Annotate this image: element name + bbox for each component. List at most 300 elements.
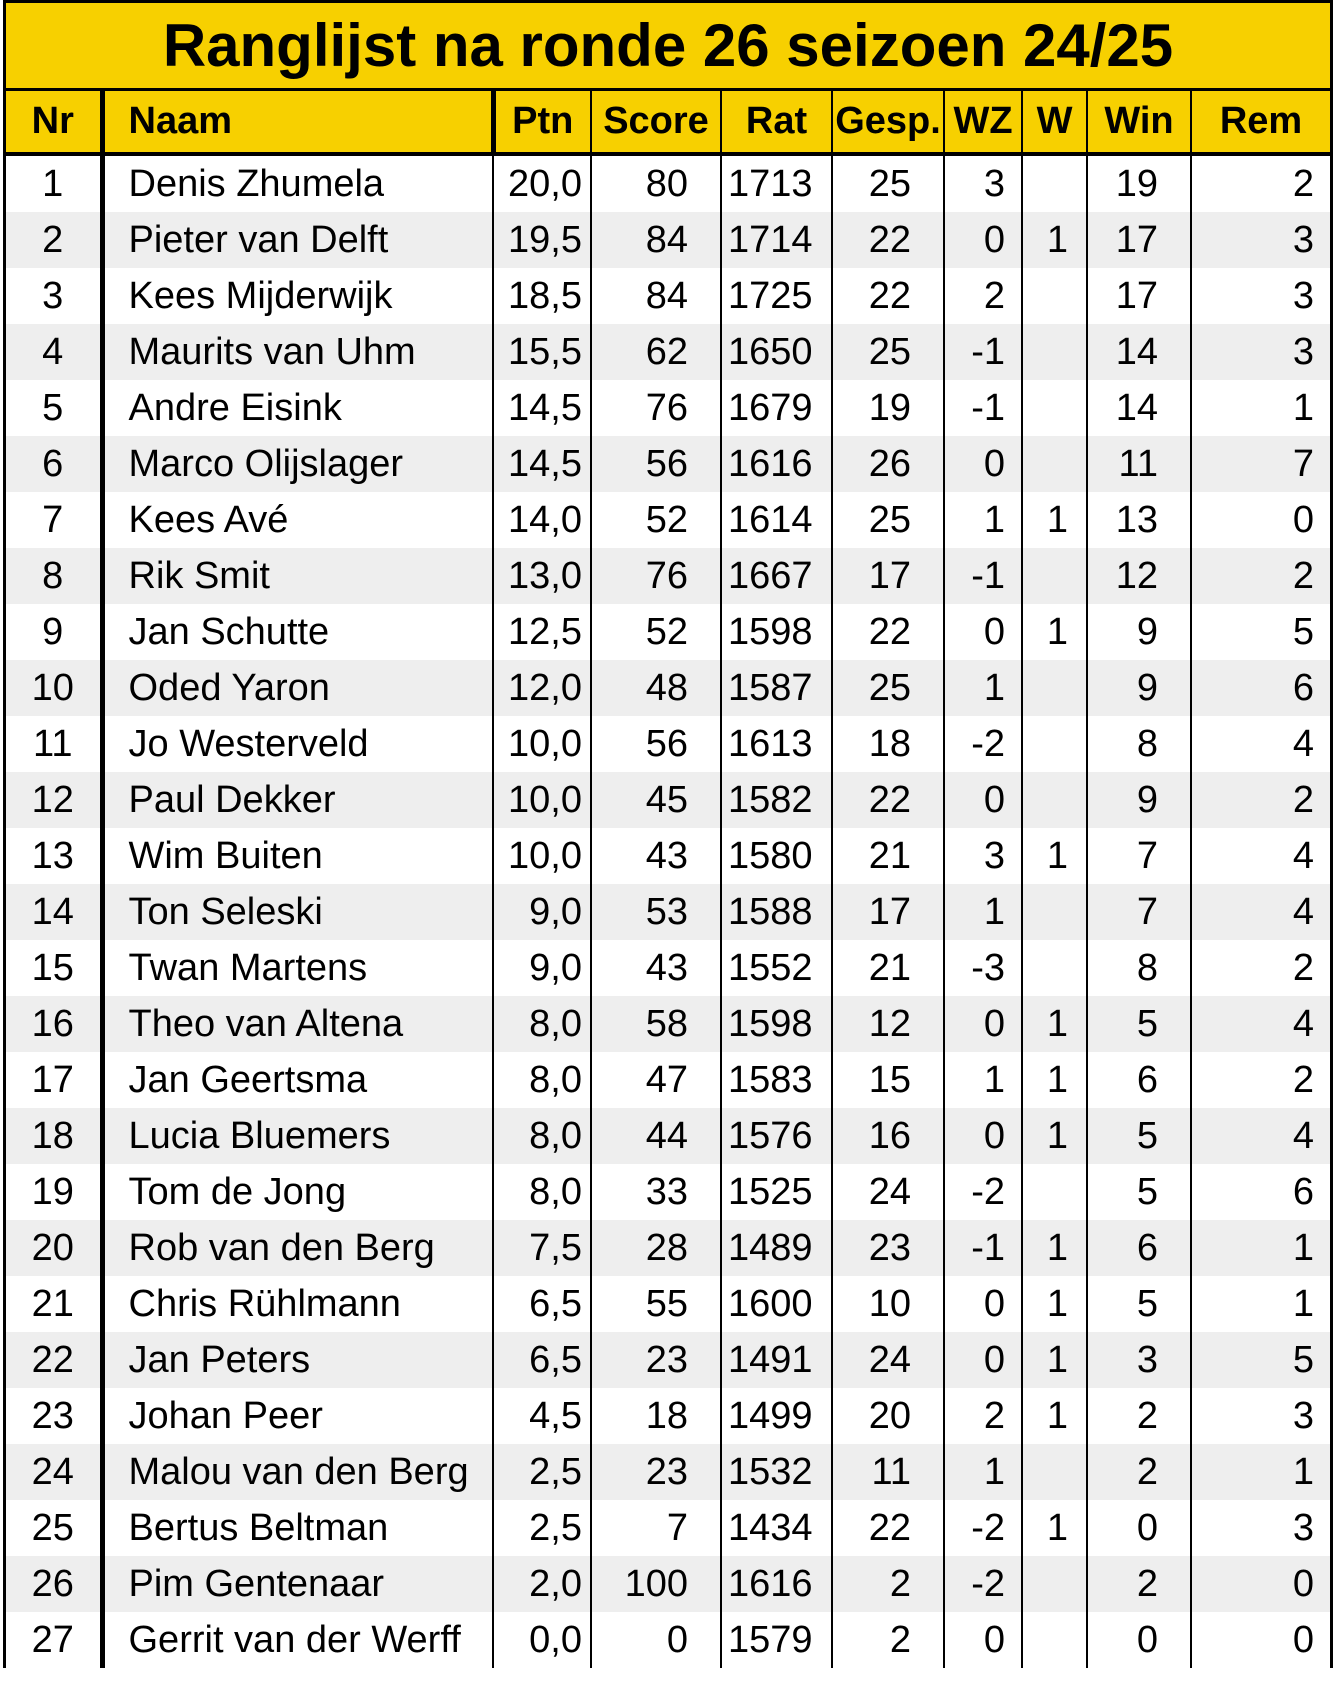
cell-ptn: 14,5 [493, 380, 591, 436]
cell-rat: 1613 [721, 716, 832, 772]
cell-wz: 0 [944, 1612, 1022, 1668]
cell-rat: 1650 [721, 324, 832, 380]
cell-gesp: 12 [832, 996, 944, 1052]
cell-gesp: 22 [832, 772, 944, 828]
cell-gesp: 24 [832, 1332, 944, 1388]
ranking-sheet [3, 0, 1333, 1668]
cell-win: 5 [1087, 1108, 1191, 1164]
cell-nr: 1 [6, 154, 102, 212]
cell-win: 8 [1087, 940, 1191, 996]
cell-naam: Maurits van Uhm [102, 324, 493, 380]
cell-naam: Jan Peters [102, 1332, 493, 1388]
cell-ptn: 14,5 [493, 436, 591, 492]
cell-rem: 0 [1191, 1612, 1330, 1668]
cell-naam: Andre Eisink [102, 380, 493, 436]
cell-ptn: 10,0 [493, 772, 591, 828]
cell-naam: Jan Geertsma [102, 1052, 493, 1108]
column-header-nr: Nr [6, 91, 102, 154]
cell-nr: 10 [6, 660, 102, 716]
cell-wz: -1 [944, 380, 1022, 436]
cell-naam: Ton Seleski [102, 884, 493, 940]
cell-win: 0 [1087, 1500, 1191, 1556]
cell-nr: 12 [6, 772, 102, 828]
cell-rat: 1499 [721, 1388, 832, 1444]
cell-rat: 1616 [721, 436, 832, 492]
cell-wz: 0 [944, 604, 1022, 660]
cell-gesp: 21 [832, 828, 944, 884]
cell-score: 55 [591, 1276, 721, 1332]
cell-gesp: 22 [832, 268, 944, 324]
cell-score: 18 [591, 1388, 721, 1444]
cell-rat: 1583 [721, 1052, 832, 1108]
column-header-gesp: Gesp. [832, 91, 944, 154]
cell-ptn: 4,5 [493, 1388, 591, 1444]
table-row [6, 1444, 1330, 1500]
cell-wz: 2 [944, 1388, 1022, 1444]
cell-rat: 1434 [721, 1500, 832, 1556]
cell-win: 9 [1087, 604, 1191, 660]
cell-wz: -3 [944, 940, 1022, 996]
cell-wz: 0 [944, 212, 1022, 268]
cell-naam: Johan Peer [102, 1388, 493, 1444]
cell-win: 12 [1087, 548, 1191, 604]
cell-naam: Pim Gentenaar [102, 1556, 493, 1612]
table-row [6, 380, 1330, 436]
cell-naam: Jo Westerveld [102, 716, 493, 772]
cell-win: 11 [1087, 436, 1191, 492]
cell-ptn: 2,5 [493, 1444, 591, 1500]
cell-rem: 5 [1191, 1332, 1330, 1388]
cell-score: 84 [591, 268, 721, 324]
cell-nr: 8 [6, 548, 102, 604]
page-title: Ranglijst na ronde 26 seizoen 24/25 [6, 0, 1330, 91]
cell-wz: 3 [944, 154, 1022, 212]
cell-wz: -1 [944, 548, 1022, 604]
cell-gesp: 22 [832, 604, 944, 660]
cell-rem: 1 [1191, 1276, 1330, 1332]
cell-wz: 1 [944, 884, 1022, 940]
cell-naam: Twan Martens [102, 940, 493, 996]
cell-score: 7 [591, 1500, 721, 1556]
cell-nr: 3 [6, 268, 102, 324]
cell-ptn: 10,0 [493, 716, 591, 772]
cell-w [1022, 324, 1087, 380]
cell-naam: Kees Avé [102, 492, 493, 548]
cell-w [1022, 1164, 1087, 1220]
cell-rat: 1532 [721, 1444, 832, 1500]
cell-rat: 1679 [721, 380, 832, 436]
cell-rat: 1600 [721, 1276, 832, 1332]
cell-nr: 20 [6, 1220, 102, 1276]
cell-win: 0 [1087, 1612, 1191, 1668]
table-row [6, 548, 1330, 604]
cell-gesp: 22 [832, 1500, 944, 1556]
cell-rem: 2 [1191, 940, 1330, 996]
cell-nr: 9 [6, 604, 102, 660]
cell-w: 1 [1022, 1052, 1087, 1108]
cell-ptn: 12,0 [493, 660, 591, 716]
table-header [6, 91, 1330, 154]
column-header-rat: Rat [721, 91, 832, 154]
column-header-score: Score [591, 91, 721, 154]
cell-win: 7 [1087, 884, 1191, 940]
table-row [6, 660, 1330, 716]
cell-naam: Theo van Altena [102, 996, 493, 1052]
cell-score: 56 [591, 436, 721, 492]
cell-ptn: 12,5 [493, 604, 591, 660]
cell-win: 13 [1087, 492, 1191, 548]
cell-nr: 15 [6, 940, 102, 996]
cell-naam: Pieter van Delft [102, 212, 493, 268]
cell-w: 1 [1022, 1332, 1087, 1388]
cell-naam: Rob van den Berg [102, 1220, 493, 1276]
table-row [6, 1612, 1330, 1668]
cell-rat: 1713 [721, 154, 832, 212]
cell-ptn: 9,0 [493, 884, 591, 940]
cell-ptn: 7,5 [493, 1220, 591, 1276]
table-row [6, 268, 1330, 324]
cell-ptn: 9,0 [493, 940, 591, 996]
cell-ptn: 0,0 [493, 1612, 591, 1668]
cell-score: 52 [591, 604, 721, 660]
table-row [6, 1276, 1330, 1332]
cell-rat: 1725 [721, 268, 832, 324]
cell-win: 2 [1087, 1556, 1191, 1612]
table-row [6, 1052, 1330, 1108]
cell-ptn: 18,5 [493, 268, 591, 324]
cell-naam: Kees Mijderwijk [102, 268, 493, 324]
cell-rat: 1576 [721, 1108, 832, 1164]
cell-gesp: 18 [832, 716, 944, 772]
cell-rem: 2 [1191, 772, 1330, 828]
cell-naam: Marco Olijslager [102, 436, 493, 492]
cell-rem: 3 [1191, 324, 1330, 380]
cell-score: 62 [591, 324, 721, 380]
cell-w [1022, 268, 1087, 324]
cell-gesp: 15 [832, 1052, 944, 1108]
cell-rat: 1489 [721, 1220, 832, 1276]
cell-win: 7 [1087, 828, 1191, 884]
cell-score: 43 [591, 828, 721, 884]
cell-wz: 1 [944, 492, 1022, 548]
cell-wz: 1 [944, 1444, 1022, 1500]
cell-ptn: 8,0 [493, 996, 591, 1052]
cell-win: 19 [1087, 154, 1191, 212]
table-row [6, 940, 1330, 996]
column-header-rem: Rem [1191, 91, 1330, 154]
cell-wz: 0 [944, 1332, 1022, 1388]
cell-rat: 1580 [721, 828, 832, 884]
cell-naam: Gerrit van der Werff [102, 1612, 493, 1668]
cell-rat: 1667 [721, 548, 832, 604]
cell-wz: 3 [944, 828, 1022, 884]
cell-score: 44 [591, 1108, 721, 1164]
cell-score: 100 [591, 1556, 721, 1612]
cell-nr: 7 [6, 492, 102, 548]
cell-w: 1 [1022, 828, 1087, 884]
cell-wz: 0 [944, 772, 1022, 828]
cell-naam: Paul Dekker [102, 772, 493, 828]
cell-rem: 5 [1191, 604, 1330, 660]
cell-w [1022, 1556, 1087, 1612]
table-row [6, 996, 1330, 1052]
cell-wz: 1 [944, 660, 1022, 716]
cell-rem: 1 [1191, 380, 1330, 436]
cell-rem: 7 [1191, 436, 1330, 492]
cell-naam: Rik Smit [102, 548, 493, 604]
table-row [6, 828, 1330, 884]
cell-nr: 2 [6, 212, 102, 268]
ranking-table [6, 91, 1330, 1668]
cell-gesp: 2 [832, 1556, 944, 1612]
cell-w: 1 [1022, 1388, 1087, 1444]
cell-nr: 6 [6, 436, 102, 492]
cell-nr: 11 [6, 716, 102, 772]
cell-win: 5 [1087, 1276, 1191, 1332]
table-row [6, 1500, 1330, 1556]
cell-nr: 17 [6, 1052, 102, 1108]
cell-w [1022, 548, 1087, 604]
cell-score: 80 [591, 154, 721, 212]
table-row [6, 1108, 1330, 1164]
cell-win: 2 [1087, 1388, 1191, 1444]
table-row [6, 1220, 1330, 1276]
cell-rem: 2 [1191, 1052, 1330, 1108]
cell-rat: 1616 [721, 1556, 832, 1612]
cell-rat: 1598 [721, 604, 832, 660]
cell-nr: 18 [6, 1108, 102, 1164]
cell-score: 53 [591, 884, 721, 940]
cell-gesp: 22 [832, 212, 944, 268]
cell-ptn: 8,0 [493, 1052, 591, 1108]
cell-ptn: 8,0 [493, 1164, 591, 1220]
cell-score: 76 [591, 380, 721, 436]
cell-wz: 0 [944, 1276, 1022, 1332]
cell-score: 28 [591, 1220, 721, 1276]
cell-nr: 13 [6, 828, 102, 884]
cell-gesp: 11 [832, 1444, 944, 1500]
cell-nr: 26 [6, 1556, 102, 1612]
cell-ptn: 2,5 [493, 1500, 591, 1556]
cell-gesp: 19 [832, 380, 944, 436]
cell-rem: 3 [1191, 268, 1330, 324]
cell-win: 5 [1087, 996, 1191, 1052]
cell-rem: 0 [1191, 492, 1330, 548]
cell-win: 3 [1087, 1332, 1191, 1388]
cell-nr: 25 [6, 1500, 102, 1556]
cell-gesp: 25 [832, 660, 944, 716]
table-row [6, 324, 1330, 380]
cell-nr: 22 [6, 1332, 102, 1388]
cell-ptn: 13,0 [493, 548, 591, 604]
cell-w [1022, 884, 1087, 940]
cell-win: 17 [1087, 268, 1191, 324]
cell-gesp: 25 [832, 492, 944, 548]
table-body [6, 154, 1330, 1668]
cell-w: 1 [1022, 492, 1087, 548]
cell-w [1022, 380, 1087, 436]
cell-wz: -2 [944, 1164, 1022, 1220]
cell-rat: 1552 [721, 940, 832, 996]
table-row [6, 436, 1330, 492]
cell-w: 1 [1022, 212, 1087, 268]
table-row [6, 212, 1330, 268]
cell-rat: 1491 [721, 1332, 832, 1388]
cell-score: 56 [591, 716, 721, 772]
cell-rem: 4 [1191, 996, 1330, 1052]
cell-gesp: 24 [832, 1164, 944, 1220]
cell-rem: 3 [1191, 1388, 1330, 1444]
cell-w [1022, 716, 1087, 772]
cell-naam: Tom de Jong [102, 1164, 493, 1220]
cell-rem: 2 [1191, 548, 1330, 604]
cell-nr: 27 [6, 1612, 102, 1668]
cell-score: 48 [591, 660, 721, 716]
column-header-wz: WZ [944, 91, 1022, 154]
cell-gesp: 23 [832, 1220, 944, 1276]
cell-win: 2 [1087, 1444, 1191, 1500]
cell-rat: 1525 [721, 1164, 832, 1220]
cell-gesp: 2 [832, 1612, 944, 1668]
cell-score: 84 [591, 212, 721, 268]
cell-win: 9 [1087, 772, 1191, 828]
cell-w [1022, 436, 1087, 492]
cell-rem: 6 [1191, 1164, 1330, 1220]
cell-score: 0 [591, 1612, 721, 1668]
table-row [6, 884, 1330, 940]
cell-nr: 5 [6, 380, 102, 436]
cell-score: 47 [591, 1052, 721, 1108]
cell-ptn: 6,5 [493, 1332, 591, 1388]
cell-nr: 14 [6, 884, 102, 940]
cell-w [1022, 1612, 1087, 1668]
cell-score: 23 [591, 1444, 721, 1500]
cell-wz: 0 [944, 996, 1022, 1052]
cell-gesp: 17 [832, 884, 944, 940]
cell-naam: Oded Yaron [102, 660, 493, 716]
cell-ptn: 8,0 [493, 1108, 591, 1164]
cell-ptn: 14,0 [493, 492, 591, 548]
cell-wz: 1 [944, 1052, 1022, 1108]
cell-ptn: 15,5 [493, 324, 591, 380]
cell-w [1022, 772, 1087, 828]
cell-naam: Jan Schutte [102, 604, 493, 660]
table-row [6, 154, 1330, 212]
cell-naam: Wim Buiten [102, 828, 493, 884]
cell-rem: 4 [1191, 828, 1330, 884]
cell-score: 58 [591, 996, 721, 1052]
cell-wz: 0 [944, 1108, 1022, 1164]
cell-ptn: 6,5 [493, 1276, 591, 1332]
cell-gesp: 21 [832, 940, 944, 996]
cell-naam: Lucia Bluemers [102, 1108, 493, 1164]
cell-rem: 4 [1191, 716, 1330, 772]
cell-win: 5 [1087, 1164, 1191, 1220]
cell-naam: Bertus Beltman [102, 1500, 493, 1556]
cell-w: 1 [1022, 1108, 1087, 1164]
cell-wz: -1 [944, 324, 1022, 380]
cell-ptn: 19,5 [493, 212, 591, 268]
cell-rat: 1598 [721, 996, 832, 1052]
cell-gesp: 17 [832, 548, 944, 604]
cell-nr: 4 [6, 324, 102, 380]
cell-w: 1 [1022, 996, 1087, 1052]
cell-wz: 2 [944, 268, 1022, 324]
cell-gesp: 26 [832, 436, 944, 492]
cell-w: 1 [1022, 604, 1087, 660]
cell-rem: 1 [1191, 1220, 1330, 1276]
cell-w [1022, 154, 1087, 212]
cell-win: 14 [1087, 324, 1191, 380]
cell-rem: 1 [1191, 1444, 1330, 1500]
cell-rem: 6 [1191, 660, 1330, 716]
table-row [6, 1332, 1330, 1388]
cell-win: 6 [1087, 1052, 1191, 1108]
cell-nr: 23 [6, 1388, 102, 1444]
cell-naam: Chris Rühlmann [102, 1276, 493, 1332]
cell-win: 8 [1087, 716, 1191, 772]
cell-rat: 1579 [721, 1612, 832, 1668]
cell-nr: 24 [6, 1444, 102, 1500]
cell-rat: 1587 [721, 660, 832, 716]
table-row [6, 772, 1330, 828]
cell-nr: 19 [6, 1164, 102, 1220]
cell-wz: -2 [944, 716, 1022, 772]
cell-rem: 2 [1191, 154, 1330, 212]
cell-w [1022, 940, 1087, 996]
cell-score: 23 [591, 1332, 721, 1388]
header-row [6, 91, 1330, 154]
cell-gesp: 25 [832, 154, 944, 212]
cell-nr: 16 [6, 996, 102, 1052]
cell-w [1022, 660, 1087, 716]
cell-wz: -2 [944, 1500, 1022, 1556]
table-row [6, 1388, 1330, 1444]
cell-rem: 3 [1191, 1500, 1330, 1556]
table-row [6, 604, 1330, 660]
cell-score: 52 [591, 492, 721, 548]
cell-nr: 21 [6, 1276, 102, 1332]
column-header-w: W [1022, 91, 1087, 154]
cell-gesp: 16 [832, 1108, 944, 1164]
cell-ptn: 2,0 [493, 1556, 591, 1612]
table-row [6, 1556, 1330, 1612]
cell-rem: 3 [1191, 212, 1330, 268]
table-row [6, 492, 1330, 548]
cell-gesp: 10 [832, 1276, 944, 1332]
cell-score: 33 [591, 1164, 721, 1220]
cell-wz: -1 [944, 1220, 1022, 1276]
cell-w: 1 [1022, 1276, 1087, 1332]
cell-score: 43 [591, 940, 721, 996]
cell-win: 9 [1087, 660, 1191, 716]
cell-win: 17 [1087, 212, 1191, 268]
cell-rat: 1614 [721, 492, 832, 548]
cell-ptn: 10,0 [493, 828, 591, 884]
cell-rem: 0 [1191, 1556, 1330, 1612]
cell-wz: -2 [944, 1556, 1022, 1612]
cell-wz: 0 [944, 436, 1022, 492]
cell-rat: 1714 [721, 212, 832, 268]
cell-naam: Malou van den Berg [102, 1444, 493, 1500]
cell-rem: 4 [1191, 1108, 1330, 1164]
cell-ptn: 20,0 [493, 154, 591, 212]
cell-rem: 4 [1191, 884, 1330, 940]
cell-w: 1 [1022, 1500, 1087, 1556]
cell-win: 14 [1087, 380, 1191, 436]
cell-w: 1 [1022, 1220, 1087, 1276]
cell-gesp: 25 [832, 324, 944, 380]
